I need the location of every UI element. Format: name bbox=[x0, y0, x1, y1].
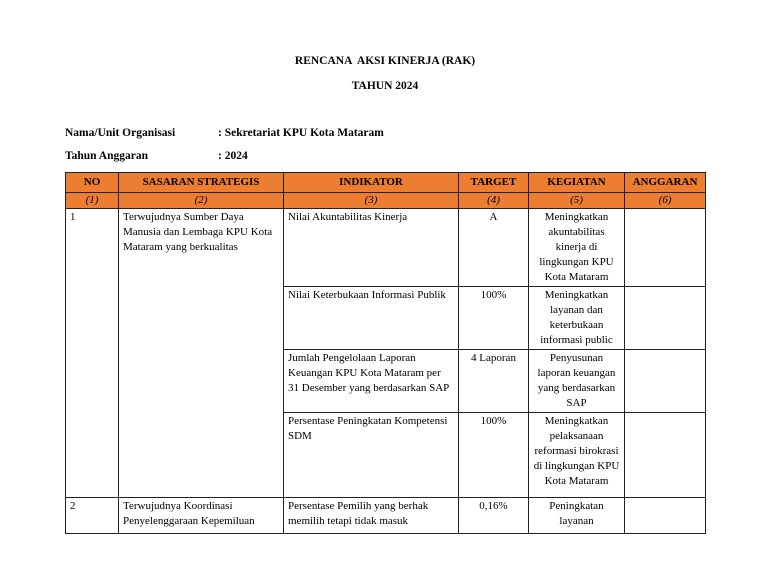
no-cell: 1 bbox=[66, 209, 119, 498]
document-meta bbox=[65, 126, 705, 164]
kegiatan-cell: Peningkatan layanan bbox=[529, 498, 625, 534]
indikator-cell: Nilai Keterbukaan Informasi Publik bbox=[284, 287, 459, 350]
indikator-cell: Nilai Akuntabilitas Kinerja bbox=[284, 209, 459, 287]
target-cell: 100% bbox=[459, 413, 529, 498]
sasaran-cell: Terwujudnya Koordinasi Penyelenggaraan Kepemiluan bbox=[119, 498, 284, 534]
header-number-3: (3) bbox=[284, 193, 459, 209]
table-row bbox=[66, 209, 706, 287]
kegiatan-cell: Penyusunan laporan keuangan yang berdasarkan SAP bbox=[529, 350, 625, 413]
table-row bbox=[66, 498, 706, 534]
header-cell-anggaran: ANGGARAN bbox=[625, 173, 706, 193]
kegiatan-cell: Meningkatkan layanan dan keterbukaan informasi public bbox=[529, 287, 625, 350]
header-number-5: (5) bbox=[529, 193, 625, 209]
target-cell: 0,16% bbox=[459, 498, 529, 534]
meta-row-tahun-anggaran bbox=[65, 149, 705, 164]
document-title: RENCANA AKSI KINERJA (RAK) bbox=[294, 55, 476, 67]
rak-table bbox=[65, 172, 706, 534]
indikator-cell: Jumlah Pengelolaan Laporan Keuangan KPU Kota Mataram per 31 Desember yang berdasarkan SAP bbox=[284, 350, 459, 413]
sasaran-cell: Terwujudnya Sumber Daya Manusia dan Lembaga KPU Kota Mataram yang berkualitas bbox=[119, 209, 284, 498]
anggaran-cell bbox=[625, 350, 706, 413]
table-header-number-row bbox=[66, 193, 706, 209]
anggaran-cell bbox=[625, 287, 706, 350]
target-cell: A bbox=[459, 209, 529, 287]
header-cell-indikator: INDIKATOR bbox=[284, 173, 459, 193]
meta-value-organisasi: : Sekretariat KPU Kota Mataram bbox=[218, 127, 384, 139]
indikator-cell: Persentase Pemilih yang berhak memilih tetapi tidak masuk bbox=[284, 498, 459, 534]
indikator-cell: Persentase Peningkatan Kompetensi SDM bbox=[284, 413, 459, 498]
header-number-6: (6) bbox=[625, 193, 706, 209]
kegiatan-cell: Meningkatkan pelaksanaan reformasi birokrasi di lingkungan KPU Kota Mataram bbox=[529, 413, 625, 498]
anggaran-cell bbox=[625, 498, 706, 534]
kegiatan-cell: Meningkatkan akuntabilitas kinerja di lingkungan KPU Kota Mataram bbox=[529, 209, 625, 287]
header-cell-no: NO bbox=[66, 173, 119, 193]
anggaran-cell bbox=[625, 413, 706, 498]
document-subtitle: TAHUN 2024 bbox=[351, 80, 419, 92]
no-cell: 2 bbox=[66, 498, 119, 534]
meta-label-organisasi: Nama/Unit Organisasi bbox=[65, 127, 176, 139]
target-cell: 4 Laporan bbox=[459, 350, 529, 413]
table-header-row bbox=[66, 173, 706, 193]
header-number-1: (1) bbox=[66, 193, 119, 209]
header-cell-kegiatan: KEGIATAN bbox=[529, 173, 625, 193]
header-cell-sasaran: SASARAN STRATEGIS bbox=[119, 173, 284, 193]
header-number-2: (2) bbox=[119, 193, 284, 209]
header-number-4: (4) bbox=[459, 193, 529, 209]
meta-label-tahun-anggaran: Tahun Anggaran bbox=[65, 150, 148, 162]
anggaran-cell bbox=[625, 209, 706, 287]
meta-row-organisasi bbox=[65, 126, 705, 141]
header-cell-target: TARGET bbox=[459, 173, 529, 193]
target-cell: 100% bbox=[459, 287, 529, 350]
meta-value-tahun-anggaran: : 2024 bbox=[218, 150, 248, 162]
